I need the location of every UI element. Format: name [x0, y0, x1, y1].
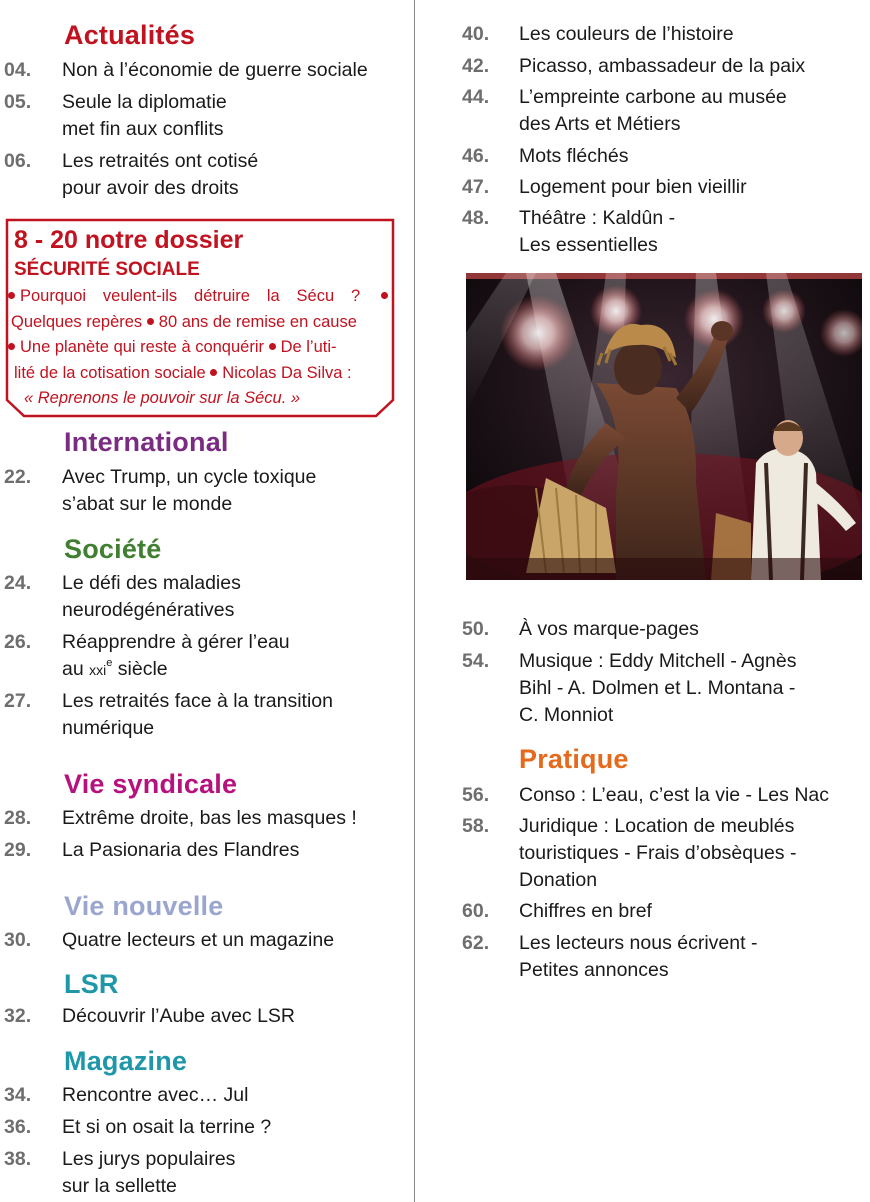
page-number: 54. — [462, 650, 490, 672]
entry-title: L’empreinte carbone au musée des Arts et Métiers — [519, 86, 787, 135]
bullet-icon — [8, 292, 15, 299]
page-number: 46. — [462, 145, 490, 167]
page-number: 06. — [4, 150, 32, 172]
entry-title: Le défi des maladies neurodégénératives — [62, 572, 241, 621]
section-title-international: International — [64, 427, 229, 457]
dossier-subtitle: SÉCURITÉ SOCIALE — [14, 259, 200, 280]
page-number: 27. — [4, 690, 32, 712]
entry-title: Avec Trump, un cycle toxique s’abat sur le monde — [62, 466, 317, 515]
page-number: 05. — [4, 91, 32, 113]
dossier-title: 8 - 20 notre dossier — [14, 226, 244, 254]
entry-title: Picasso, ambassadeur de la paix — [519, 55, 806, 77]
page-number: 42. — [462, 55, 490, 77]
section-title-vie-nouvelle: Vie nouvelle — [64, 891, 224, 921]
page-number: 22. — [4, 466, 32, 488]
section-title-societe: Société — [64, 534, 162, 564]
entry-title: Quatre lecteurs et un magazine — [62, 929, 335, 951]
section-title-vie-syndicale: Vie syndicale — [64, 769, 238, 799]
entry-title: Logement pour bien vieillir — [519, 176, 747, 198]
bullet-icon — [8, 343, 15, 350]
page-number: 40. — [462, 23, 490, 45]
entry-title: Rencontre avec… Jul — [62, 1084, 249, 1106]
entry-title: Musique : Eddy Mitchell - Agnès Bihl - A. Dolmen et L. Montana - C. Monniot — [519, 650, 797, 726]
page-number: 04. — [4, 59, 32, 81]
column-divider — [414, 0, 415, 1202]
page-number: 47. — [462, 176, 490, 198]
bullet-icon — [210, 369, 217, 376]
entry-title: Les couleurs de l’histoire — [519, 23, 734, 45]
entry-title: Les lecteurs nous écrivent - Petites annonces — [519, 932, 758, 981]
page-number: 62. — [462, 932, 490, 954]
entry-title: Les retraités face à la transition numérique — [62, 690, 333, 739]
page-number: 38. — [4, 1148, 32, 1170]
entry-title: Théâtre : Kaldûn - Les essentielles — [519, 207, 676, 256]
page-number: 60. — [462, 900, 490, 922]
entry-title: Conso : L’eau, c’est la vie - Les Nac — [519, 784, 829, 806]
page-number: 44. — [462, 86, 490, 108]
entry-title: Non à l’économie de guerre sociale — [62, 59, 368, 81]
page-number: 32. — [4, 1005, 32, 1027]
entry-title: Chiffres en bref — [519, 900, 652, 922]
page-number: 30. — [4, 929, 32, 951]
entry-title: Découvrir l’Aube avec LSR — [62, 1005, 296, 1027]
section-title-magazine: Magazine — [64, 1046, 188, 1076]
entry-title: Juridique : Location de meublés touristiques - Frais d’obsèques - Donation — [519, 815, 797, 891]
page-number: 24. — [4, 572, 32, 594]
bullet-icon — [269, 343, 276, 350]
entry-title: Extrême droite, bas les masques ! — [62, 807, 357, 829]
entry-title: À vos marque-pages — [519, 618, 699, 640]
entry-title: La Pasionaria des Flandres — [62, 839, 300, 861]
entry-title: Les retraités ont cotisé pour avoir des droits — [62, 150, 259, 199]
section-title-lsr: LSR — [64, 969, 119, 999]
page-number: 34. — [4, 1084, 32, 1106]
entry-title: Réapprendre à gérer l’eau au xxi$^e$ siècle — [62, 631, 290, 680]
entry-title: Mots fléchés — [519, 145, 629, 167]
page-number: 28. — [4, 807, 32, 829]
bullet-icon — [147, 318, 154, 325]
section-title-pratique: Pratique — [519, 744, 629, 774]
page-number: 48. — [462, 207, 490, 229]
dossier-box[interactable] — [11, 224, 388, 412]
page-number: 26. — [4, 631, 32, 653]
bullet-icon — [381, 292, 388, 299]
page-number: 29. — [4, 839, 32, 861]
entry-title: Les jurys populaires sur la sellette — [62, 1148, 236, 1197]
dossier-summary: Pourquoi veulent-ils détruire la Sécu ? Quelques repères 80 ans de remise en cause Une planète qui reste à conquérir De l’uti- lité de la cotisation sociale Nicolas Da Silva : « Reprenons le pouvoir sur la Sécu. » — [14, 284, 388, 412]
page-number: 36. — [4, 1116, 32, 1138]
entry-title: Seule la diplomatie met fin aux conflits — [62, 91, 227, 140]
page-number: 58. — [462, 815, 490, 837]
entry-title: Et si on osait la terrine ? — [62, 1116, 272, 1138]
theatre-performance-photo — [466, 273, 862, 580]
section-title-actualites: Actualités — [64, 20, 196, 50]
page-number: 50. — [462, 618, 490, 640]
page-number: 56. — [462, 784, 490, 806]
